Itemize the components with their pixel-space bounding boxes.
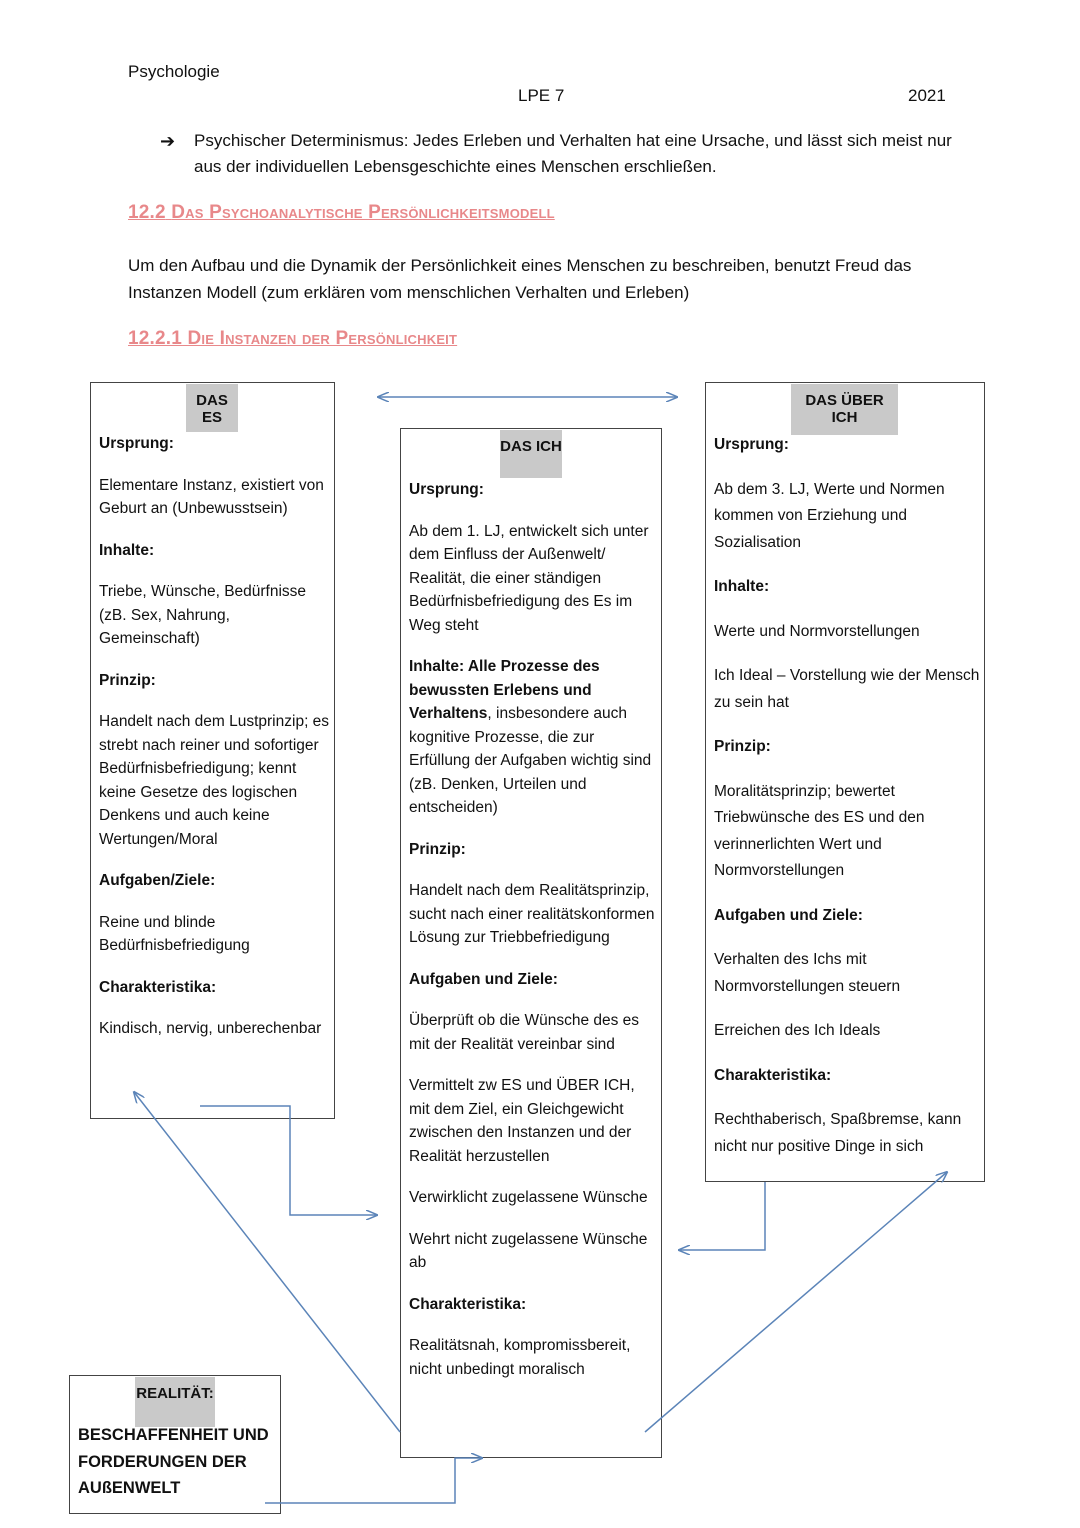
section-number: 12.2	[128, 202, 166, 223]
ich-goal-4: Wehrt nicht zugelassene Wünsche ab	[409, 1230, 648, 1271]
ich-traits: Realitätsnah, kompromissbereit, nicht unbedingt moralisch	[409, 1337, 631, 1378]
ich-content-bold: Inhalte: Alle Prozesse des bewussten Erlebens und Verhaltens	[409, 658, 600, 722]
ueberich-title: DAS ÜBER ICH	[791, 384, 898, 435]
ich-content-rest: , insbesondere auch kognitive Prozesse, die zur Erfüllung der Aufgaben wichtig sind (zB. Denken, Urteilen und entscheiden)	[409, 705, 652, 816]
es-origin-label: Ursprung:	[99, 435, 174, 452]
es-to-ich-arrow	[200, 1106, 377, 1215]
section-title: Das Psychoanalytische Persönlichkeitsmodell	[171, 202, 555, 223]
section-number: 12.2.1	[128, 328, 183, 349]
ich-origin-label: Ursprung:	[409, 481, 484, 498]
es-goals: Reine und blinde Bedürfnisbefriedigung	[99, 913, 250, 954]
section-12-2-text: Um den Aufbau und die Dynamik der Persönlichkeit eines Menschen zu beschreiben, benutzt Freud das Instanzen Modell (zum erklären vom menschlichen Verhalten und Erleben)	[128, 256, 912, 302]
ueberich-principle: Moralitätsprinzip; bewertet Triebwünsche des ES und den verinnerlichten Wert und Normvorstellungen	[714, 782, 925, 879]
ueberich-content-2: Ich Ideal – Vorstellung wie der Mensch zu sein hat	[714, 667, 980, 711]
page-code: LPE 7	[518, 86, 565, 105]
ueberich-content-1: Werte und Normvorstellungen	[714, 622, 920, 640]
right-arrow-icon: ➔	[160, 131, 176, 151]
determinism-text: Psychischer Determinismus: Jedes Erleben und Verhalten hat eine Ursache, und lässt sich meist nur aus der individuellen Lebensgeschichte eines Menschen erschließen.	[194, 131, 952, 176]
ich-to-ueberich-arrow	[645, 1172, 947, 1432]
es-title: DAS ES	[186, 384, 238, 432]
es-origin: Elementare Instanz, existiert von Geburt an (Unbewusstsein)	[99, 476, 324, 517]
ueberich-principle-label: Prinzip:	[714, 738, 771, 755]
realitaet-text: BESCHAFFENHEIT UND FORDERUNGEN DER AUßENWELT	[78, 1426, 269, 1497]
es-goals-label: Aufgaben/Ziele:	[99, 872, 216, 889]
ueberich-origin: Ab dem 3. LJ, Werte und Normen kommen von Erziehung und Sozialisation	[714, 480, 945, 551]
realitaet-to-ich-arrow	[265, 1458, 482, 1503]
ich-principle: Handelt nach dem Realitätsprinzip, sucht nach einer realitätskonformen Lösung zur Triebbefriedigung	[409, 882, 655, 946]
es-content-text: Triebe, Wünsche, Bedürfnisse (zB. Sex, Nahrung, Gemeinschaft)	[99, 583, 307, 647]
es-content-label: Inhalte:	[99, 541, 155, 559]
ich-goals-label: Aufgaben und Ziele:	[409, 970, 558, 988]
ueberich-goal-2: Erreichen des Ich Ideals	[714, 1022, 881, 1039]
es-principle: Handelt nach dem Lustprinzip; es strebt nach reiner und sofortiger Bedürfnisbefriedigung; kennt keine Gesetze des logischen Denkens und auch keine Wertungen/Moral	[99, 713, 330, 848]
ueberich-to-ich-arrow	[679, 1182, 765, 1250]
realitaet-title: REALITÄT:	[135, 1377, 215, 1427]
ueberich-traits: Rechthaberisch, Spaßbremse, kann nicht nur positive Dinge in sich	[714, 1111, 962, 1155]
ich-origin: Ab dem 1. LJ, entwickelt sich unter dem Einfluss der Außenwelt/ Realität, die einer ständigen Bedürfnisbefriedigung des Es im Weg steht	[409, 522, 649, 634]
ich-goal-2: Vermittelt zw ES und ÜBER ICH, mit dem Ziel, ein Gleichgewicht zwischen den Instanzen und der Realität herzustellen	[409, 1077, 635, 1165]
ueberich-goal-1: Verhalten des Ichs mit Normvorstellungen steuern	[714, 951, 901, 995]
es-traits: Kindisch, nervig, unberechenbar	[99, 1020, 322, 1037]
section-title: Die Instanzen der Persönlichkeit	[187, 328, 458, 349]
es-traits-label: Charakteristika:	[99, 978, 217, 996]
ueberich-content-label: Inhalte:	[714, 578, 770, 595]
ueberich-goals-label: Aufgaben und Ziele:	[714, 906, 863, 924]
ich-goal-3: Verwirklicht zugelassene Wünsche	[409, 1189, 648, 1206]
ueberich-traits-label: Charakteristika:	[714, 1066, 832, 1084]
ich-title: DAS ICH	[500, 430, 562, 478]
ich-traits-label: Charakteristika:	[409, 1295, 527, 1313]
ich-principle-label: Prinzip:	[409, 840, 466, 858]
subject-label: Psychologie	[128, 62, 220, 81]
year-label: 2021	[908, 86, 946, 105]
ich-to-es-arrow	[134, 1092, 400, 1432]
es-principle-label: Prinzip:	[99, 671, 156, 689]
ich-goal-1: Überprüft ob die Wünsche des es mit der Realität vereinbar sind	[409, 1012, 640, 1053]
ueberich-origin-label: Ursprung:	[714, 436, 789, 453]
